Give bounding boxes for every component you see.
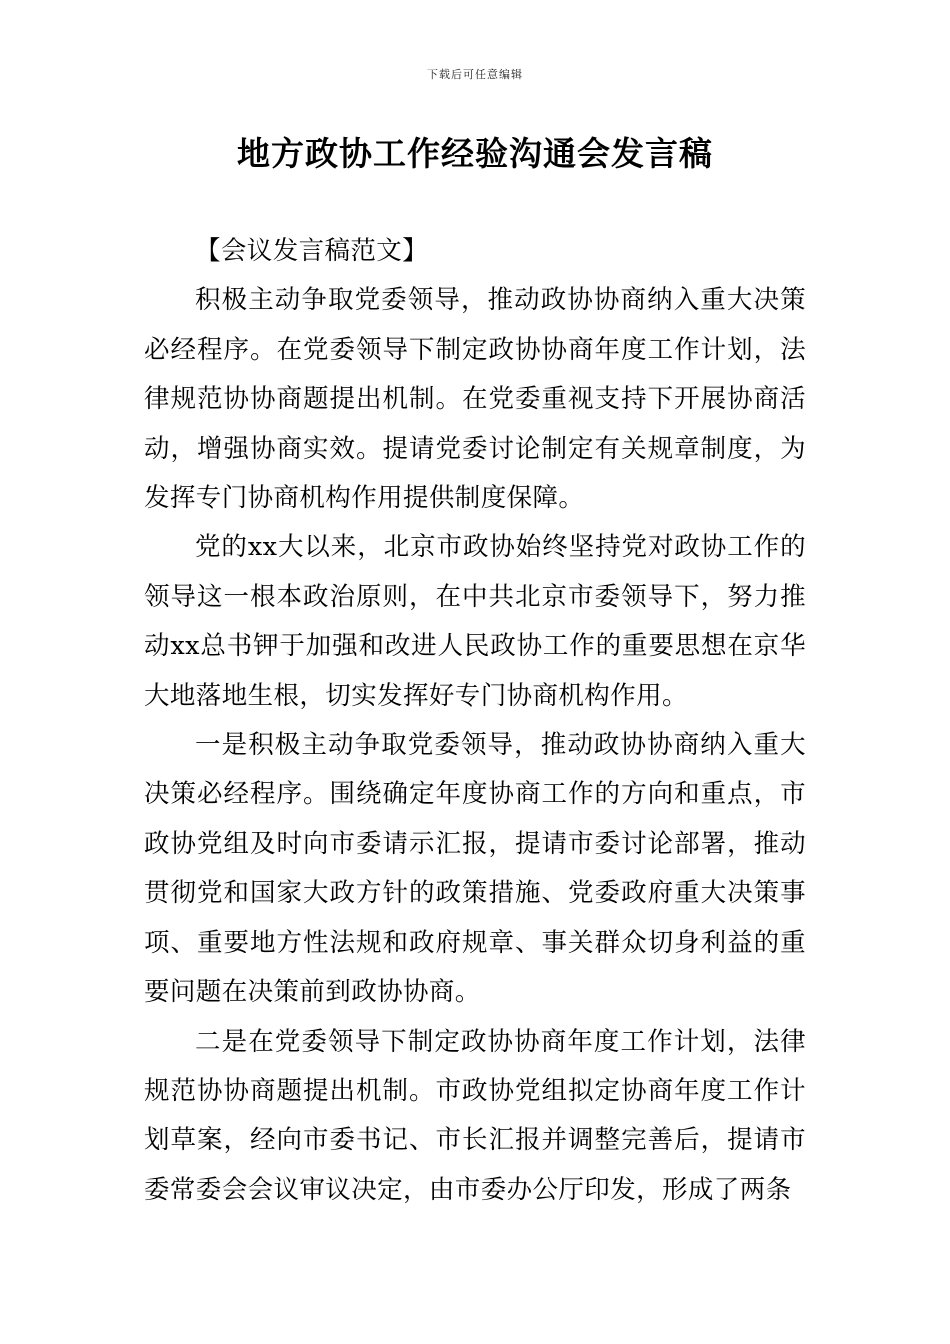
document-body: [144, 227, 806, 1215]
document-title: 地方政协工作经验沟通会发言稿: [237, 134, 713, 173]
section-label: 【会议发言稿范文】: [195, 236, 429, 266]
header-note: 下载后可任意编辑: [427, 68, 523, 81]
paragraph: 二是在党委领导下制定政协协商年度工作计划，法律规范协协商题提出机制。市政协党组拟定协商年度工作计划草案，经向市委书记、市长汇报并调整完善后，提请市委常委会会议审议决定，由市委办公厅印发，形成了两条: [144, 1026, 806, 1205]
paragraph: 一是积极主动争取党委领导，推动政协协商纳入重大决策必经程序。围绕确定年度协商工作的方向和重点，市政协党组及时向市委请示汇报，提请市委讨论部署，推动贯彻党和国家大政方针的政策措施、党委政府重大决策事项、重要地方性法规和政府规章、事关群众切身利益的重要问题在决策前到政协协商。: [144, 730, 806, 1008]
paragraph: 积极主动争取党委领导，推动政协协商纳入重大决策必经程序。在党委领导下制定政协协商年度工作计划，法律规范协协商题提出机制。在党委重视支持下开展协商活动，增强协商实效。提请党委讨论制定有关规章制度，为发挥专门协商机构作用提供制度保障。: [144, 285, 806, 514]
paragraph: 党的xx大以来，北京市政协始终坚持党对政协工作的领导这一根本政治原则，在中共北京市委领导下，努力推动xx总书钾于加强和改进人民政协工作的重要思想在京华大地落地生根，切实发挥好专门协商机构作用。: [144, 532, 806, 711]
